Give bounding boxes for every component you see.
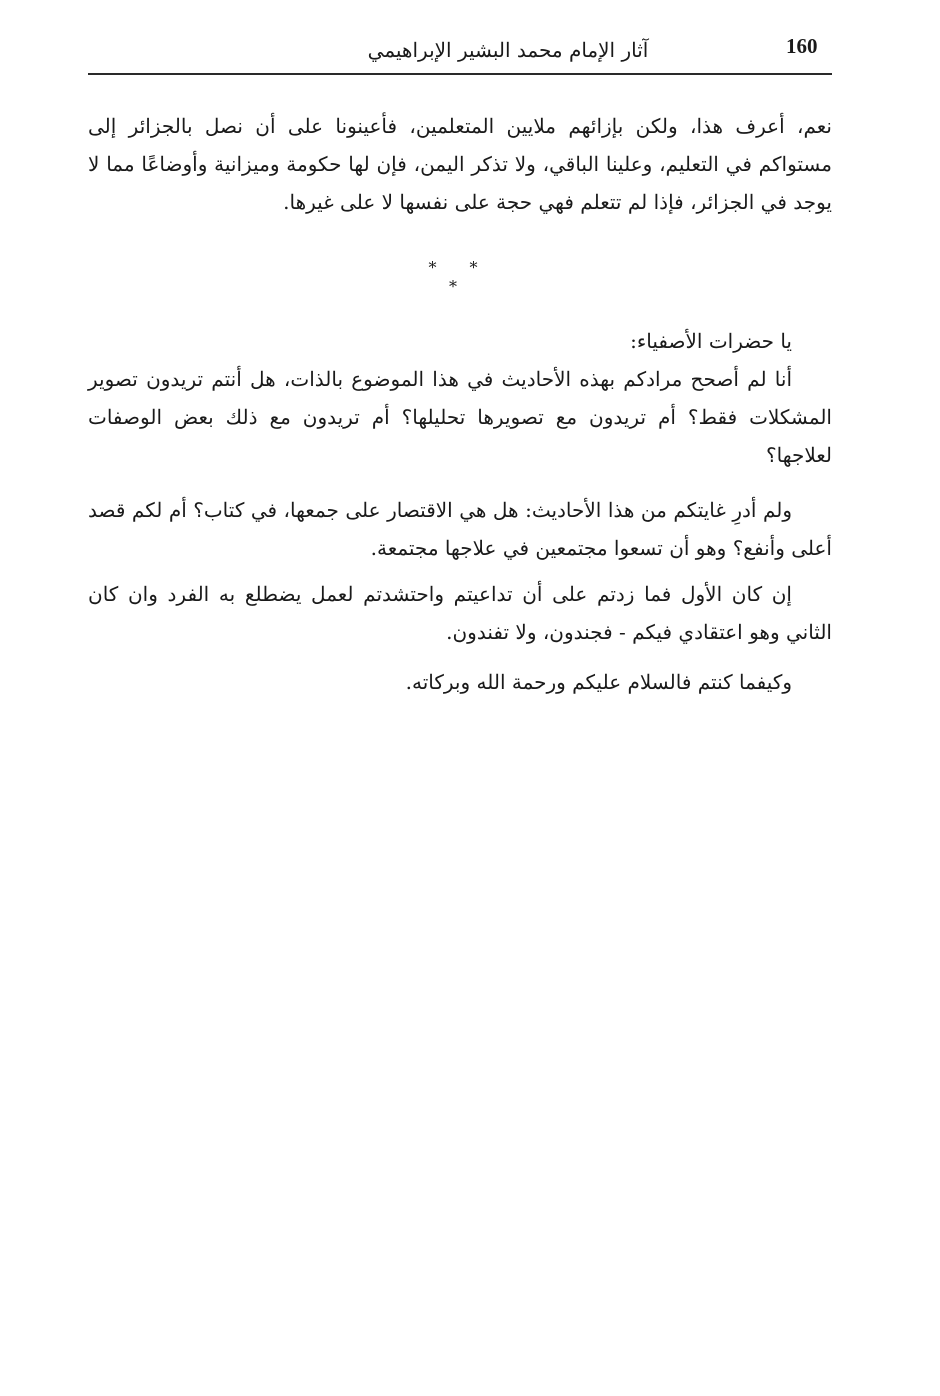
paragraph-4: إن كان الأول فما زدتم على أن تداعيتم واحتشدتم لعمل يضطلع به الفرد وان كان الثاني وهو اعتقادي فيكم - فجندون، ولا تفندون. — [88, 582, 832, 644]
section-separator: * * * — [428, 258, 492, 296]
text-block-3 — [88, 491, 832, 567]
paragraph-3: ولم أدرِ غايتكم من هذا الأحاديث: هل هي الاقتصار على جمعها، في كتاب؟ أم لكم قصد أعلى وأنفع؟ وهو أن تسعوا مجتمعين في علاجها مجتمعة. — [88, 498, 832, 560]
page-number: 160 — [786, 34, 818, 58]
text-block-1 — [88, 107, 832, 221]
book-title: آثار الإمام محمد البشير الإبراهيمي — [367, 38, 649, 62]
paragraph-1: نعم، أعرف هذا، ولكن بإزائهم ملايين المتعلمين، فأعينونا على أن نصل بالجزائر إلى مستواكم في التعليم، وعلينا الباقي، ولا تذكر اليمن، فإن لها حكومة وميزانية وأوضاعًا مما لا يوجد في الجزائر، فإذا لم تتعلم فهي حجة على نفسها لا على غيرها. — [88, 114, 832, 214]
text-block-4 — [88, 575, 832, 651]
running-header — [88, 28, 832, 68]
text-block-5 — [88, 663, 832, 701]
header-rule — [88, 73, 832, 75]
salutation: يا حضرات الأصفياء: — [630, 329, 792, 353]
paragraph-2: أنا لم أصحح مرادكم بهذه الأحاديث في هذا الموضوع بالذات، هل أنتم تريدون تصوير المشكلات فقط؟ أم تريدون مع تصويرها تحليلها؟ أم تريدون مع ذلك بعض الوصفات لعلاجها؟ — [88, 367, 832, 467]
paragraph-5: وكيفما كنتم فالسلام عليكم ورحمة الله وبركاته. — [405, 670, 792, 694]
text-block-2 — [88, 322, 832, 474]
